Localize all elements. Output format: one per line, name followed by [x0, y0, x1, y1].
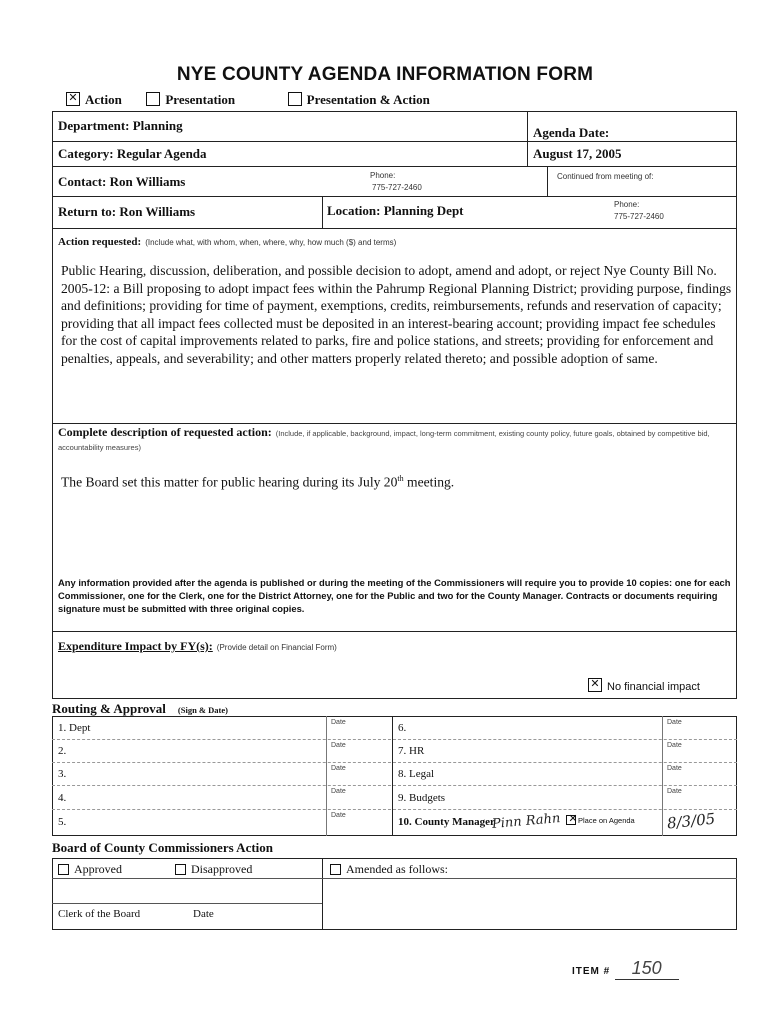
- date-label: Date: [331, 812, 346, 819]
- place-on-agenda-option[interactable]: ✕ Place on Agenda: [566, 815, 635, 825]
- divider: [52, 809, 737, 810]
- routing-row-10-label: 10. County Manager: [398, 816, 495, 828]
- date-label: Date: [331, 788, 346, 795]
- divider: [322, 858, 323, 930]
- divider: [527, 111, 528, 166]
- routing-row-2-label: 2.: [58, 745, 67, 757]
- county-manager-signature: Pinn Rahn: [491, 811, 561, 832]
- item-number-stamp: ITEM # 150: [572, 958, 679, 980]
- contact-phone-label: Phone:: [370, 171, 396, 180]
- agenda-date-value: August 17, 2005: [533, 146, 622, 161]
- location-field: Location: Planning Dept: [327, 203, 464, 218]
- place-on-agenda-checkbox[interactable]: [566, 815, 576, 825]
- date-label: Date: [667, 788, 682, 795]
- routing-row-7-label: 7. HR: [398, 745, 425, 757]
- divider: [52, 878, 737, 879]
- divider: [322, 196, 323, 228]
- routing-row-5-label: 5.: [58, 816, 67, 828]
- approved-checkbox[interactable]: [58, 864, 69, 875]
- amended-checkbox[interactable]: [330, 864, 341, 875]
- routing-row-6-label: 6.: [398, 722, 407, 734]
- copies-notice: Any information provided after the agenda is published or during the meeting of the Commissioners will require you to provide 10 copies: one for each Commissioner, one for the Clerk, one for the District Attorney, one for the Public and two for the County Manager. Contracts or documents requiring signature must be submitted with three original copies.: [58, 577, 731, 614]
- routing-row-8-label: 8. Legal: [398, 768, 435, 780]
- presentation-action-option[interactable]: Presentation & Action: [288, 92, 430, 107]
- routing-row-1-label: 1. Dept: [58, 722, 91, 734]
- divider: [52, 423, 737, 424]
- divider: [392, 716, 393, 836]
- divider: [52, 196, 737, 197]
- divider: [52, 903, 322, 904]
- divider: [547, 166, 548, 196]
- divider: [52, 228, 737, 229]
- divider: [52, 739, 737, 740]
- amended-option[interactable]: Amended as follows:: [330, 862, 448, 877]
- agenda-type-options: [66, 92, 430, 108]
- routing-row-3-label: 3.: [58, 768, 67, 780]
- item-number-value: 150: [615, 958, 679, 980]
- routing-header: Routing & Approval (Sign & Date): [52, 701, 228, 716]
- return-to-field: Return to: Ron Williams: [58, 204, 196, 219]
- routing-row-9-label: 9. Budgets: [398, 792, 446, 804]
- date-label: Date: [331, 719, 346, 726]
- presentation-checkbox[interactable]: [146, 92, 160, 106]
- date-label: Date: [667, 765, 682, 772]
- location-phone-value: 775-727-2460: [614, 212, 664, 221]
- divider: [326, 716, 327, 836]
- action-requested-header: Action requested: (Include what, with whom, when, where, why, how much ($) and terms): [58, 236, 397, 248]
- date-label: Date: [667, 742, 682, 749]
- disapproved-option[interactable]: Disapproved: [175, 862, 252, 877]
- department-field: Department: Planning: [58, 118, 183, 133]
- date-label: Date: [331, 765, 346, 772]
- divider: [52, 785, 737, 786]
- date-label: Date: [331, 742, 346, 749]
- location-phone-label: Phone:: [614, 200, 640, 209]
- clerk-date-label: Date: [193, 908, 214, 920]
- presentation-option[interactable]: Presentation: [146, 92, 235, 107]
- county-manager-date: 8/3/05: [666, 809, 717, 833]
- divider: [52, 762, 737, 763]
- approved-option[interactable]: Approved: [58, 862, 122, 877]
- routing-row-4-label: 4.: [58, 792, 67, 804]
- board-action-title: Board of County Commissioners Action: [52, 840, 274, 855]
- presentation-action-checkbox[interactable]: [288, 92, 302, 106]
- expenditure-header: Expenditure Impact by FY(s): (Provide detail on Financial Form): [58, 639, 337, 653]
- category-field: Category: Regular Agenda: [58, 146, 207, 161]
- form-title: NYE COUNTY AGENDA INFORMATION FORM: [176, 64, 594, 85]
- complete-description-header: Complete description of requested action: (Include, if applicable, background, impact, long-term commitment, existing county policy, future goals, obtained by competitive bid, accountability measures): [58, 425, 710, 452]
- no-financial-impact-option[interactable]: ✕No financial impact: [588, 678, 700, 693]
- divider: [52, 141, 737, 142]
- contact-phone-value: 775-727-2460: [372, 183, 422, 192]
- divider: [662, 716, 663, 836]
- date-label: Date: [667, 719, 682, 726]
- action-option[interactable]: ✕Action: [66, 92, 122, 107]
- action-checkbox[interactable]: [66, 92, 80, 106]
- divider: [52, 166, 737, 167]
- continued-from-label: Continued from meeting of:: [557, 172, 654, 181]
- clerk-of-board-label: Clerk of the Board: [58, 908, 141, 920]
- contact-field: Contact: Ron Williams: [58, 174, 186, 189]
- agenda-date-label: Agenda Date:: [533, 125, 610, 140]
- divider: [52, 631, 737, 632]
- action-requested-text: Public Hearing, discussion, deliberation, and possible decision to adopt, amend and adopt, or reject Nye County Bill No. 2005-12: a Bill proposing to adopt impact fees within the Pahrump Regional Planning District; providing purpose, findings and definitions; providing for time of payment, exemptions, credits, reimbursements, refunds and reservation of capacity; providing that all impact fees collected must be deposited in an interest-bearing account; providing impact fee schedules for the cost of capital improvements related to parks, fire and police stations, and streets; providing for enforcement and penalties, appeals, and severability; and other matters properly related thereto; and possible adoption of same.: [61, 263, 732, 366]
- disapproved-checkbox[interactable]: [175, 864, 186, 875]
- complete-description-text: The Board set this matter for public hearing during its July 20th meeting.: [61, 474, 455, 490]
- no-financial-impact-checkbox[interactable]: [588, 678, 602, 692]
